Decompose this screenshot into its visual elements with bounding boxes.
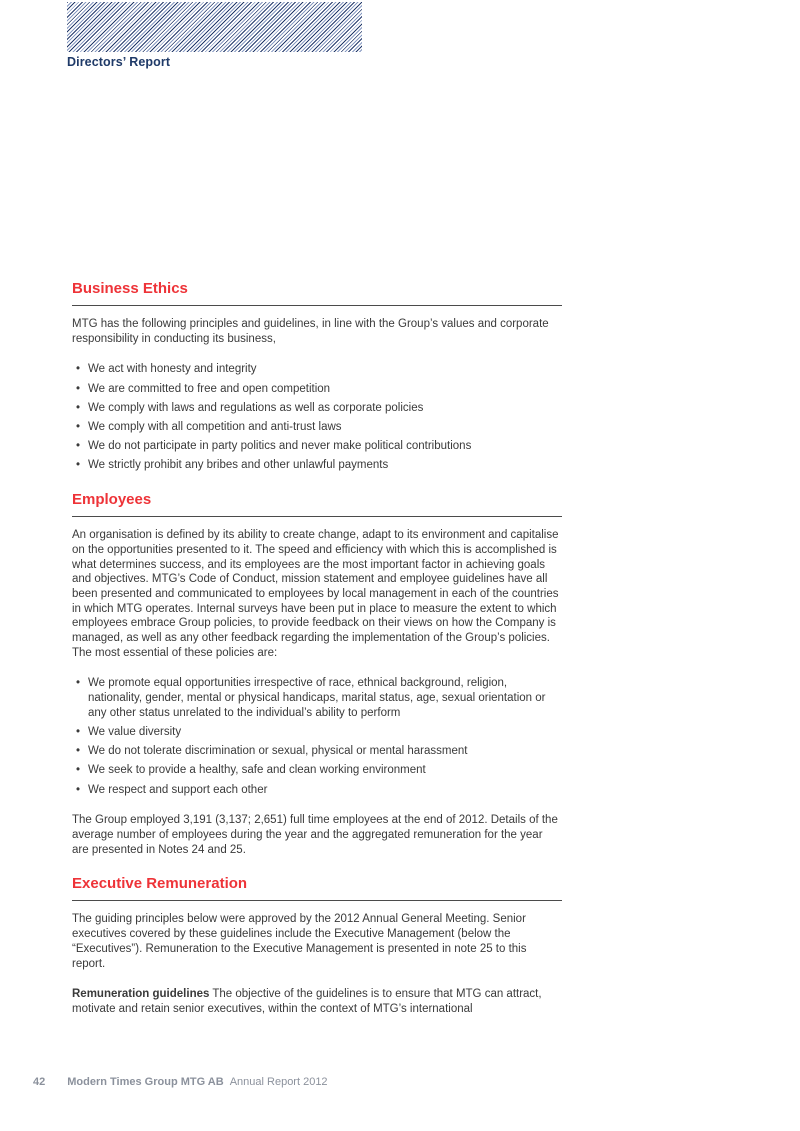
bullet-item: • We do not participate in party politics and never make political contributions <box>72 439 562 454</box>
bullet-item: • We value diversity <box>72 725 562 740</box>
footer-company-name: Modern Times Group MTG AB <box>67 1076 224 1088</box>
paragraph: The Group employed 3,191 (3,137; 2,651) full time employees at the end of 2012. Details of the average number of employees during the year and the aggregated remuneration for the year are presented in Notes 24 and 25. <box>72 814 558 856</box>
bullet-list <box>72 362 562 473</box>
section-employees <box>72 491 562 857</box>
page-number: 42 <box>33 1076 46 1088</box>
bullet-item: • We seek to provide a healthy, safe and clean working environment <box>72 763 562 778</box>
bullet-item: • We are committed to free and open competition <box>72 382 562 397</box>
bullet-item: • We promote equal opportunities irrespective of race, ethnical background, religion, nationality, gender, mental or physical handicaps, marital status, age, sexual orientation or any other status unrelated to the individual’s ability to perform <box>72 676 562 720</box>
hatch-pattern-banner <box>67 2 362 52</box>
paragraph: An organisation is defined by its ability to create change, adapt to its environment and capitalise on the opportunities presented to it. The speed and efficiency with which this is accomplished is what determines success, and its employees are the most important factor in achieving goals and objectives. MTG’s Code of Conduct, mission statement and employee guidelines have all been presented and communicated to employees by local management in each of the countries in which MTG operates. Internal surveys have been put in place to measure the extent to which employees embrace Group policies, to provide feedback on their views on how the Company is managed, as well as any other feedback regarding the implementation of the Group’s policies. The most essential of these policies are: <box>72 529 559 659</box>
paragraph: The guiding principles below were approved by the 2012 Annual General Meeting. Senior executives covered by these guidelines include the Executive Management (below the “Executives”). Remuneration to the Executive Management is presented in note 25 to this report. <box>72 913 527 970</box>
section-heading: Business Ethics <box>72 280 562 306</box>
report-body <box>72 280 562 1017</box>
bullet-list <box>72 676 562 797</box>
bullet-item: • We comply with all competition and anti-trust laws <box>72 420 562 435</box>
paragraph-lead: Remuneration guidelines <box>72 988 210 1001</box>
bullet-item: • We respect and support each other <box>72 783 562 798</box>
bullet-item: • We act with honesty and integrity <box>72 362 562 377</box>
footer-report-title: Annual Report 2012 <box>229 1076 328 1088</box>
bullet-item: • We strictly prohibit any bribes and other unlawful payments <box>72 458 562 473</box>
section-executive-remuneration <box>72 875 562 1016</box>
bullet-item: • We do not tolerate discrimination or sexual, physical or mental harassment <box>72 744 562 759</box>
report-section-label: Directors’ Report <box>67 55 171 69</box>
page-footer <box>33 1076 328 1088</box>
paragraph: MTG has the following principles and guidelines, in line with the Group’s values and corporate responsibility in conducting its business, <box>72 318 549 345</box>
paragraph: Remuneration guidelines The objective of the guidelines is to ensure that MTG can attract, motivate and retain senior executives, within the context of MTG’s international <box>72 988 542 1015</box>
section-business-ethics <box>72 280 562 473</box>
section-heading: Executive Remuneration <box>72 875 562 901</box>
section-heading: Employees <box>72 491 562 517</box>
bullet-item: • We comply with laws and regulations as well as corporate policies <box>72 401 562 416</box>
